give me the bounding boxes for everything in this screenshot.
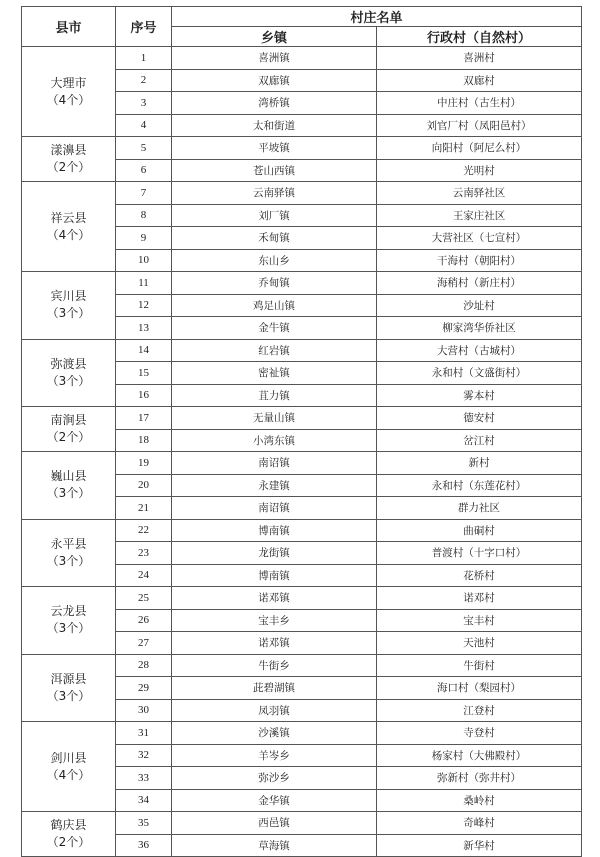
county-count: （3个）: [46, 306, 91, 321]
row-number: 32: [116, 744, 172, 767]
table-row: [22, 722, 582, 745]
county-cell: [22, 272, 116, 340]
town-cell: 双廊镇: [172, 69, 377, 92]
row-number: 1: [116, 47, 172, 70]
row-number: 33: [116, 767, 172, 790]
row-number: 16: [116, 384, 172, 407]
row-number: 29: [116, 677, 172, 700]
county-cell: [22, 654, 116, 722]
town-cell: 红岩镇: [172, 339, 377, 362]
row-number: 17: [116, 407, 172, 430]
table-row: [22, 452, 582, 475]
village-list-table: [21, 6, 582, 857]
village-cell: 新华村: [377, 834, 582, 857]
town-cell: 金牛镇: [172, 317, 377, 340]
village-cell: 岔江村: [377, 429, 582, 452]
village-cell: 奇峰村: [377, 812, 582, 835]
row-number: 5: [116, 137, 172, 160]
county-name: 祥云县: [50, 210, 87, 225]
row-number: 25: [116, 587, 172, 610]
town-cell: 东山乡: [172, 249, 377, 272]
village-cell: 桑岭村: [377, 789, 582, 812]
county-name: 永平县: [50, 536, 87, 551]
county-cell: [22, 407, 116, 452]
town-cell: 永建镇: [172, 474, 377, 497]
county-count: （4个）: [46, 92, 91, 107]
county-cell: [22, 137, 116, 182]
village-cell: 德安村: [377, 407, 582, 430]
county-name: 大理市: [50, 75, 87, 90]
county-cell: [22, 182, 116, 272]
village-cell: 光明村: [377, 159, 582, 182]
row-number: 35: [116, 812, 172, 835]
header-number: 序号: [116, 7, 172, 47]
row-number: 15: [116, 362, 172, 385]
county-count: （2个）: [46, 835, 91, 849]
row-number: 27: [116, 632, 172, 655]
row-number: 8: [116, 204, 172, 227]
town-cell: 小湾东镇: [172, 429, 377, 452]
county-count: （3个）: [46, 621, 91, 636]
table-row: [22, 812, 582, 835]
town-cell: 牛街乡: [172, 654, 377, 677]
town-cell: 南诏镇: [172, 452, 377, 475]
row-number: 9: [116, 227, 172, 250]
header-county: 县市: [22, 7, 116, 47]
county-count: （3个）: [46, 553, 91, 568]
county-name: 洱源县: [50, 671, 87, 686]
town-cell: 鸡足山镇: [172, 294, 377, 317]
county-name: 漾濞县: [50, 143, 87, 157]
village-cell: 海稍村（新庄村）: [377, 272, 582, 295]
village-cell: 曲硐村: [377, 519, 582, 542]
town-cell: 羊岑乡: [172, 744, 377, 767]
village-cell: 柳家湾华侨社区: [377, 317, 582, 340]
county-count: （3个）: [46, 688, 91, 703]
village-cell: 向阳村（阿尼么村）: [377, 137, 582, 160]
row-number: 11: [116, 272, 172, 295]
town-cell: 苴力镇: [172, 384, 377, 407]
county-count: （3个）: [46, 373, 91, 388]
row-number: 7: [116, 182, 172, 205]
row-number: 18: [116, 429, 172, 452]
village-cell: 寺登村: [377, 722, 582, 745]
table-row: [22, 519, 582, 542]
village-cell: 干海村（朝阳村）: [377, 249, 582, 272]
town-cell: 太和街道: [172, 114, 377, 137]
row-number: 26: [116, 609, 172, 632]
town-cell: 茈碧湖镇: [172, 677, 377, 700]
village-cell: 王家庄社区: [377, 204, 582, 227]
row-number: 30: [116, 699, 172, 722]
row-number: 23: [116, 542, 172, 565]
town-cell: 平坡镇: [172, 137, 377, 160]
village-cell: 海口村（梨园村）: [377, 677, 582, 700]
town-cell: 禾甸镇: [172, 227, 377, 250]
table-row: [22, 137, 582, 160]
town-cell: 草海镇: [172, 834, 377, 857]
table-row: [22, 654, 582, 677]
row-number: 21: [116, 497, 172, 520]
town-cell: 西邑镇: [172, 812, 377, 835]
table-row: [22, 272, 582, 295]
row-number: 10: [116, 249, 172, 272]
row-number: 3: [116, 92, 172, 115]
town-cell: 凤羽镇: [172, 699, 377, 722]
row-number: 36: [116, 834, 172, 857]
table-row: [22, 47, 582, 70]
village-cell: 喜洲村: [377, 47, 582, 70]
county-name: 宾川县: [50, 289, 87, 304]
town-cell: 云南驿镇: [172, 182, 377, 205]
county-count: （2个）: [46, 160, 91, 174]
county-cell: [22, 812, 116, 857]
village-cell: 群力社区: [377, 497, 582, 520]
village-cell: 江登村: [377, 699, 582, 722]
town-cell: 弥沙乡: [172, 767, 377, 790]
table-row: [22, 407, 582, 430]
village-cell: 永和村（东莲花村）: [377, 474, 582, 497]
village-cell: 普渡村（十字口村）: [377, 542, 582, 565]
county-count: （4个）: [46, 227, 91, 242]
row-number: 28: [116, 654, 172, 677]
village-cell: 杨家村（大佛殿村）: [377, 744, 582, 767]
header-village: 行政村（自然村）: [377, 27, 582, 47]
town-cell: 刘厂镇: [172, 204, 377, 227]
village-cell: 大营社区（七宣村）: [377, 227, 582, 250]
row-number: 19: [116, 452, 172, 475]
table-header: [22, 7, 582, 47]
county-cell: [22, 452, 116, 520]
village-cell: 刘官厂村（凤阳邑村）: [377, 114, 582, 137]
county-cell: [22, 722, 116, 812]
county-count: （4个）: [46, 767, 91, 782]
town-cell: 南诏镇: [172, 497, 377, 520]
row-number: 20: [116, 474, 172, 497]
town-cell: 龙街镇: [172, 542, 377, 565]
village-cell: 雾本村: [377, 384, 582, 407]
table-body: [22, 47, 582, 857]
county-name: 鹤庆县: [50, 818, 87, 832]
county-cell: [22, 587, 116, 655]
header-town: 乡镇: [172, 27, 377, 47]
county-name: 云龙县: [50, 604, 87, 619]
county-name: 巍山县: [50, 469, 87, 484]
row-number: 24: [116, 564, 172, 587]
town-cell: 无量山镇: [172, 407, 377, 430]
county-name: 弥渡县: [50, 356, 87, 371]
town-cell: 诺邓镇: [172, 587, 377, 610]
town-cell: 沙溪镇: [172, 722, 377, 745]
village-cell: 新村: [377, 452, 582, 475]
row-number: 2: [116, 69, 172, 92]
village-cell: 沙址村: [377, 294, 582, 317]
table-row: [22, 339, 582, 362]
row-number: 31: [116, 722, 172, 745]
county-count: （3个）: [46, 486, 91, 501]
town-cell: 博南镇: [172, 519, 377, 542]
table-row: [22, 182, 582, 205]
village-cell: 牛街村: [377, 654, 582, 677]
row-number: 4: [116, 114, 172, 137]
village-cell: 宝丰村: [377, 609, 582, 632]
county-name: 剑川县: [50, 750, 87, 765]
village-cell: 双廊村: [377, 69, 582, 92]
village-cell: 天池村: [377, 632, 582, 655]
town-cell: 苍山西镇: [172, 159, 377, 182]
town-cell: 宝丰乡: [172, 609, 377, 632]
village-cell: 大营村（古城村）: [377, 339, 582, 362]
county-count: （2个）: [46, 430, 91, 444]
row-number: 12: [116, 294, 172, 317]
town-cell: 密祉镇: [172, 362, 377, 385]
row-number: 6: [116, 159, 172, 182]
town-cell: 博南镇: [172, 564, 377, 587]
town-cell: 金华镇: [172, 789, 377, 812]
village-cell: 永和村（文盛街村）: [377, 362, 582, 385]
county-cell: [22, 339, 116, 407]
table-row: [22, 587, 582, 610]
county-name: 南涧县: [50, 413, 87, 427]
town-cell: 乔甸镇: [172, 272, 377, 295]
village-cell: 弥新村（弥井村）: [377, 767, 582, 790]
row-number: 13: [116, 317, 172, 340]
village-cell: 花桥村: [377, 564, 582, 587]
county-cell: [22, 47, 116, 137]
county-cell: [22, 519, 116, 587]
village-cell: 云南驿社区: [377, 182, 582, 205]
row-number: 14: [116, 339, 172, 362]
town-cell: 诺邓镇: [172, 632, 377, 655]
row-number: 22: [116, 519, 172, 542]
village-cell: 诺邓村: [377, 587, 582, 610]
town-cell: 喜洲镇: [172, 47, 377, 70]
row-number: 34: [116, 789, 172, 812]
header-village-list: 村庄名单: [172, 7, 582, 27]
town-cell: 湾桥镇: [172, 92, 377, 115]
village-cell: 中庄村（古生村）: [377, 92, 582, 115]
